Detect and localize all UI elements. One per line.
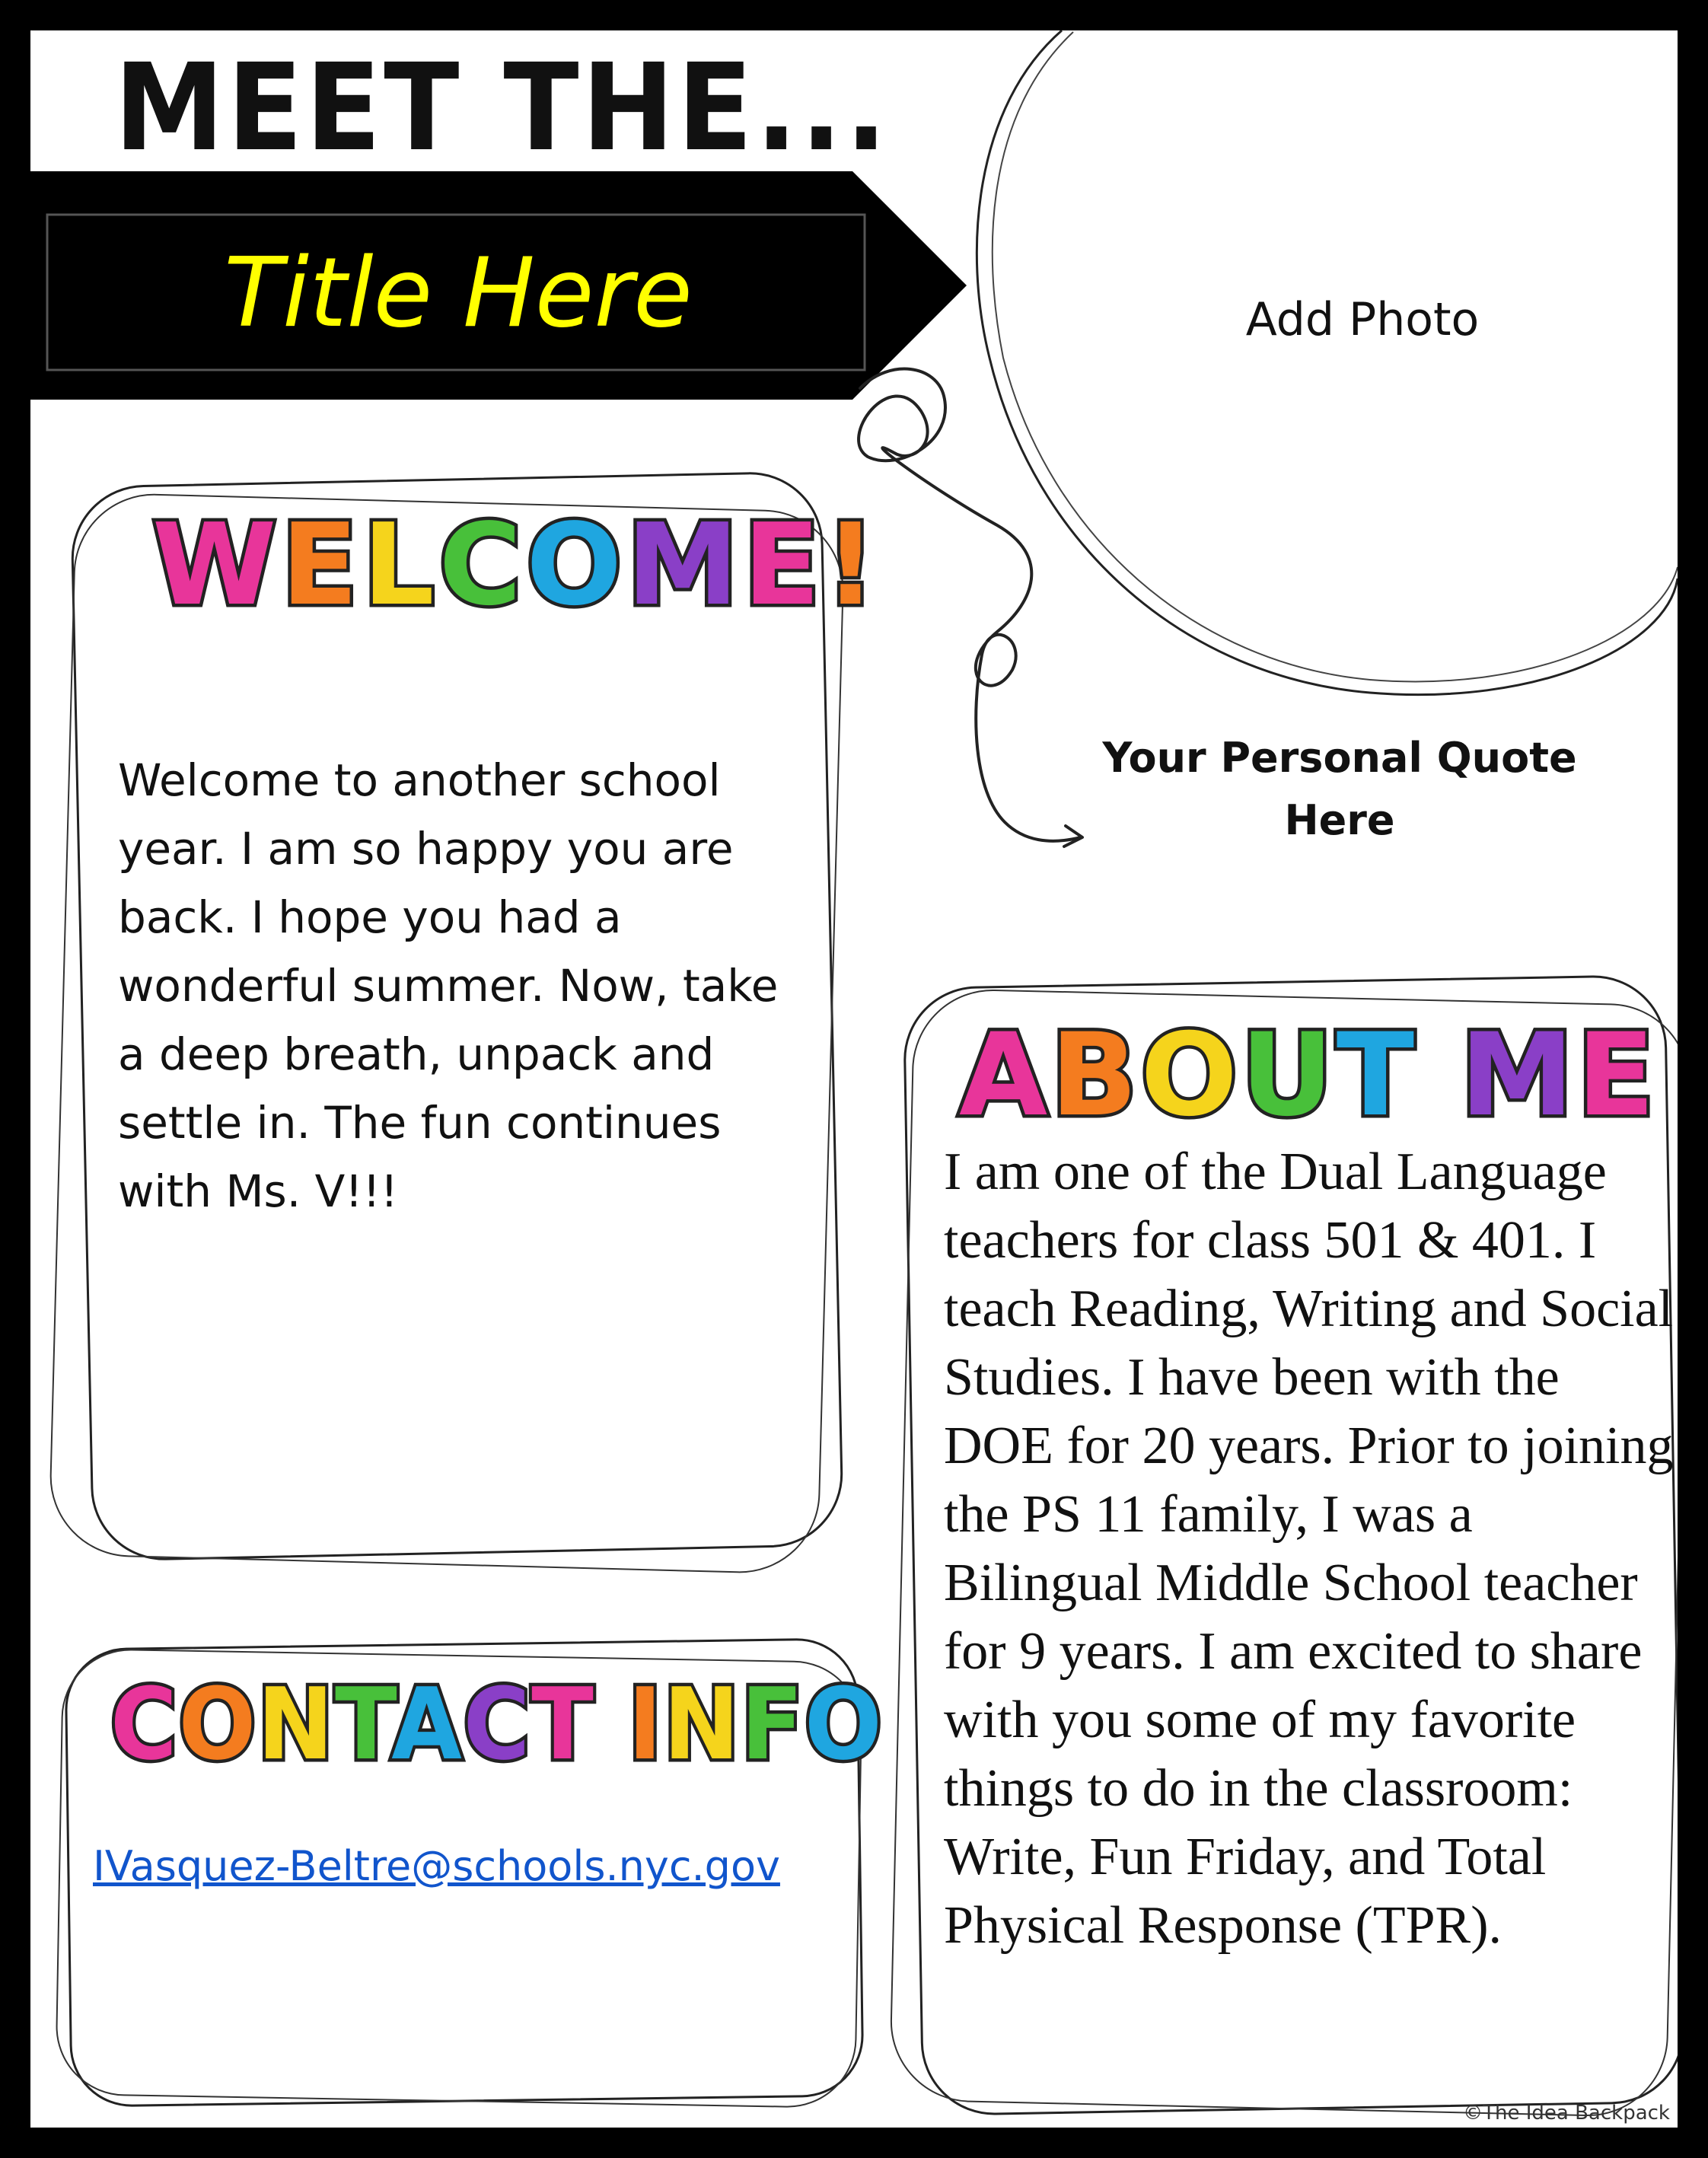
heading-letter: M xyxy=(1460,1009,1577,1142)
heading-letter: C xyxy=(438,499,527,630)
personal-quote[interactable] xyxy=(1081,727,1598,852)
heading-letter: ! xyxy=(824,499,881,630)
about-paragraph: I am one of the Dual Language teachers for class 501 & 401. I teach Reading, Writing and Social Studies. I have been with the DOE for 20 years. Prior to joining the PS 11 family, I was a Bilingual Middle School teacher for 9 years. I am excited to share with you some of my favorite things to do in the classroom: Write, Fun Friday, and Total Physical Response (TPR). xyxy=(944,1143,1674,1955)
heading-letter: C xyxy=(110,1666,179,1782)
about-me-heading xyxy=(959,1009,1659,1142)
heading-letter: C xyxy=(463,1666,532,1782)
welcome-paragraph: Welcome to another school year. I am so happy you are back. I hope you had a wonderful summer. Now, take a deep breath, unpack and settle in. The fun continues with Ms. V!!! xyxy=(118,754,779,1217)
heading-letter: A xyxy=(391,1666,464,1782)
quote-line-2: Here xyxy=(1284,796,1395,844)
email-link[interactable]: IVasquez-Beltre@schools.nyc.gov xyxy=(93,1842,780,1890)
add-photo-label[interactable]: Add Photo xyxy=(1245,293,1480,346)
heading-letter: E xyxy=(1576,1009,1659,1142)
quote-line-1: Your Personal Quote xyxy=(1102,734,1577,782)
heading-letter: O xyxy=(178,1666,258,1782)
heading-letter: T xyxy=(1336,1009,1418,1142)
copyright-credit: ©The Idea Backpack xyxy=(1463,2102,1670,2125)
heading-letter: T xyxy=(335,1666,392,1782)
heading-letter: A xyxy=(959,1009,1051,1142)
squiggle-arrow xyxy=(859,369,1081,841)
heading-letter: L xyxy=(362,499,439,630)
heading-letter: I xyxy=(628,1666,664,1782)
heading-letter: E xyxy=(281,499,363,630)
welcome-heading xyxy=(152,499,881,630)
heading-letter: E xyxy=(743,499,825,630)
heading-letter: O xyxy=(805,1666,884,1782)
heading-letter xyxy=(1417,1009,1460,1142)
photo-circle xyxy=(977,30,1678,695)
heading-letter: O xyxy=(526,499,627,630)
heading-letter: U xyxy=(1240,1009,1337,1142)
heading-letter: F xyxy=(741,1666,805,1782)
meet-the-heading: MEET THE... xyxy=(114,38,891,178)
contact-info-heading xyxy=(110,1666,884,1782)
heading-letter: M xyxy=(626,499,744,630)
heading-letter xyxy=(595,1666,628,1782)
heading-letter: N xyxy=(663,1666,741,1782)
heading-letter: B xyxy=(1050,1009,1141,1142)
heading-letter: T xyxy=(531,1666,595,1782)
banner-title[interactable]: Title Here xyxy=(224,236,693,349)
heading-letter: W xyxy=(152,499,282,630)
heading-letter: N xyxy=(257,1666,336,1782)
heading-letter: O xyxy=(1140,1009,1241,1142)
